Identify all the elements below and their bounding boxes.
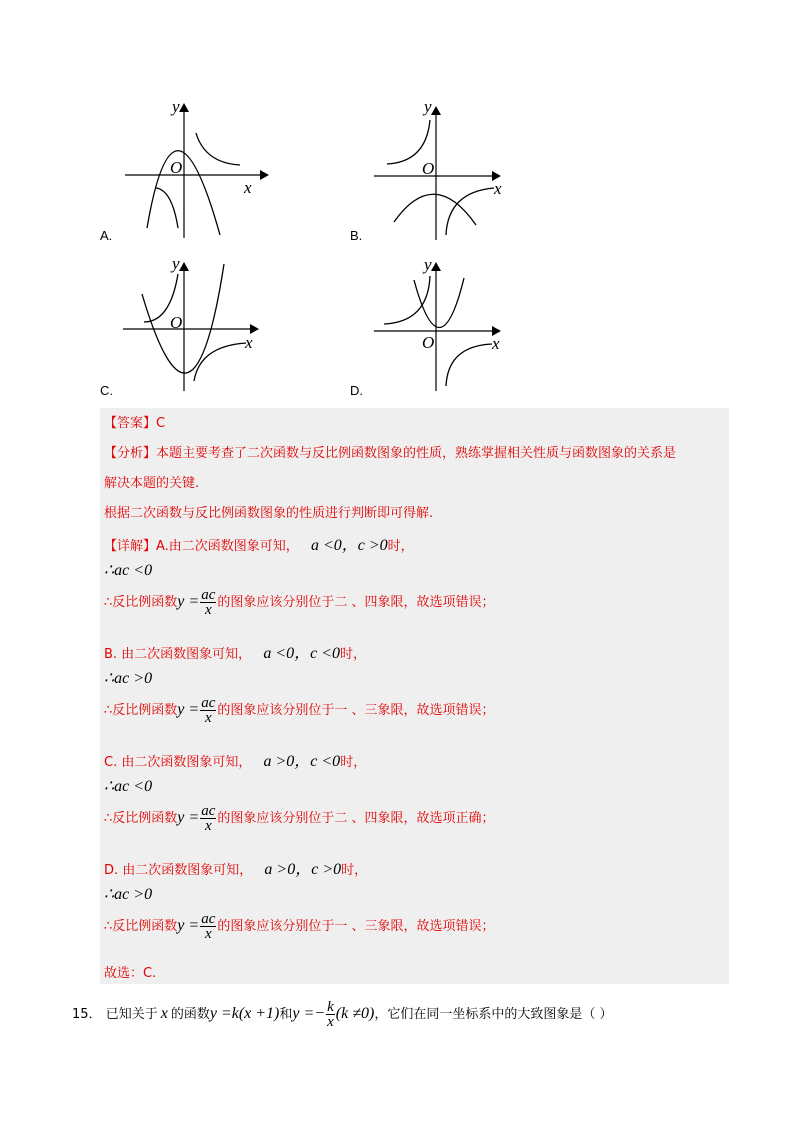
detail-head: B. 由二次函数图象可知，: [104, 647, 252, 662]
hyperbola-branch-2: [446, 188, 494, 235]
hyperbola-branch-1: [384, 276, 430, 324]
ac-relation: ∴ac >0: [104, 670, 153, 687]
y-equals: y =: [177, 917, 200, 934]
x-axis-arrow: [260, 170, 269, 180]
fraction-denominator: x: [204, 710, 212, 726]
question-text-1: 已知关于: [105, 1007, 158, 1022]
a-condition: a <0，c >0: [310, 537, 388, 554]
c-condition: a >0，c <0: [263, 753, 341, 770]
fraction-denominator: x: [204, 602, 212, 618]
analysis-line-3: 根据二次函数与反比例函数图象的性质进行判断即可得解.: [104, 506, 434, 521]
y-axis-arrow: [179, 103, 189, 112]
graph-d-svg: [372, 256, 522, 396]
analysis-line-1: 【分析】本题主要考查了二次函数与反比例函数图象的性质，熟练掌握相关性质与函数图象的关系是: [104, 446, 677, 461]
graph-c-svg: [120, 256, 270, 396]
fraction-numerator: k: [327, 999, 334, 1015]
fraction-denominator: x: [204, 926, 212, 942]
fraction-ac-over-x: [200, 696, 216, 725]
fraction-ac-over-x: [200, 804, 216, 833]
graph-b-svg: [372, 97, 522, 245]
y-axis-arrow: [431, 262, 441, 271]
y-label: y: [172, 254, 180, 273]
x-label: x: [244, 178, 252, 197]
fraction-denominator: x: [204, 818, 212, 834]
hyperbola-branch-1: [387, 120, 430, 164]
graph-a-svg: [120, 97, 270, 240]
inverse-prefix: ∴反比例函数: [104, 595, 178, 610]
solution-panel: [100, 408, 729, 984]
ac-relation: ∴ac <0: [104, 778, 153, 795]
variable-x: x: [160, 1005, 168, 1022]
inverse-prefix: ∴反比例函数: [104, 811, 178, 826]
y-label: y: [424, 97, 432, 116]
hyperbola-branch-2: [446, 344, 492, 386]
fraction-numerator: ac: [201, 695, 216, 711]
hyperbola-branch-2: [156, 188, 178, 228]
time-suffix: 时，: [340, 755, 367, 770]
inverse-line-d: [104, 912, 495, 941]
answer-line: 【答案】C: [104, 416, 166, 431]
y-equals: y =: [177, 701, 200, 718]
question-number: 15．: [72, 1007, 102, 1022]
time-suffix: 时，: [387, 539, 414, 554]
ac-relation: ∴ac >0: [104, 886, 153, 903]
parabola-curve: [142, 264, 224, 373]
question-text-2: 的函数: [170, 1007, 210, 1022]
y-axis-arrow: [431, 106, 441, 115]
option-b-letter: B.: [350, 228, 363, 243]
detail-head: 【详解】A.由二次函数图象可知，: [104, 539, 299, 554]
x-label: x: [245, 333, 253, 352]
conclusion: 的图象应该分别位于二 、四象限，故选项正确；: [217, 811, 495, 826]
detail-a-line: [104, 532, 414, 555]
origin-label: O: [170, 158, 183, 177]
detail-b-line: [104, 640, 366, 663]
option-d-letter: D.: [350, 383, 363, 398]
inverse-prefix: ∴反比例函数: [104, 703, 178, 718]
hyperbola-branch-2: [194, 343, 246, 381]
k-condition: (k ≠0): [335, 1005, 375, 1022]
origin-label: O: [422, 333, 435, 352]
origin-label: O: [422, 159, 435, 178]
fraction-numerator: ac: [201, 587, 216, 603]
final-answer-line: 故选：C.: [104, 966, 157, 981]
x-label: x: [494, 179, 502, 198]
y-label: y: [172, 97, 180, 116]
fraction-ac-over-x: [200, 912, 216, 941]
y-equals: y =: [177, 593, 200, 610]
ac-line-b: [104, 668, 152, 688]
conclusion: 的图象应该分别位于一 、三象限，故选项错误；: [217, 919, 495, 934]
question-text-4: ，它们在同一坐标系中的大致图象是（ ）: [374, 1007, 613, 1022]
inverse-prefix: ∴反比例函数: [104, 919, 178, 934]
detail-d-line: [104, 856, 367, 879]
question-text-3: 和: [279, 1007, 293, 1022]
y-axis-arrow: [179, 262, 189, 271]
option-a-letter: A.: [100, 228, 113, 243]
option-c-letter: C.: [100, 383, 113, 398]
fraction-ac-over-x: [200, 588, 216, 617]
inverse-line-c: [104, 804, 495, 833]
parabola-curve: [394, 194, 476, 225]
y-label: y: [424, 255, 432, 274]
graph-option-a: [120, 97, 270, 240]
detail-head: C. 由二次函数图象可知，: [104, 755, 252, 770]
ac-line-a: [104, 560, 152, 580]
fraction-numerator: ac: [201, 803, 216, 819]
question-15: [72, 1000, 612, 1029]
ac-relation: ∴ac <0: [104, 562, 153, 579]
parabola-curve: [414, 278, 464, 328]
fraction-denominator: x: [327, 1014, 334, 1030]
b-condition: a <0，c <0: [263, 645, 341, 662]
conclusion: 的图象应该分别位于二 、四象限，故选项错误；: [217, 595, 495, 610]
graph-option-d: [372, 256, 522, 396]
y-equals: y =: [177, 809, 200, 826]
time-suffix: 时，: [340, 647, 367, 662]
x-label: x: [492, 334, 500, 353]
ac-line-d: [104, 884, 152, 904]
hyperbola-branch-1: [196, 133, 240, 165]
fraction-k-over-x: [326, 1000, 335, 1029]
d-condition: a >0，c >0: [264, 861, 342, 878]
inverse-line-b: [104, 696, 495, 725]
time-suffix: 时，: [341, 863, 368, 878]
conclusion: 的图象应该分别位于一 、三象限，故选项错误；: [217, 703, 495, 718]
fraction-numerator: ac: [201, 911, 216, 927]
graph-option-c: [120, 256, 270, 396]
graph-option-b: [372, 97, 522, 245]
detail-c-line: [104, 748, 366, 771]
inverse-line-a: [104, 588, 495, 617]
inverse-function-prefix: y =−: [292, 1005, 326, 1022]
analysis-line-2: 解决本题的关键.: [104, 476, 200, 491]
linear-function: y =k(x +1): [209, 1005, 280, 1022]
detail-head: D. 由二次函数图象可知，: [104, 863, 253, 878]
origin-label: O: [170, 313, 183, 332]
ac-line-c: [104, 776, 152, 796]
